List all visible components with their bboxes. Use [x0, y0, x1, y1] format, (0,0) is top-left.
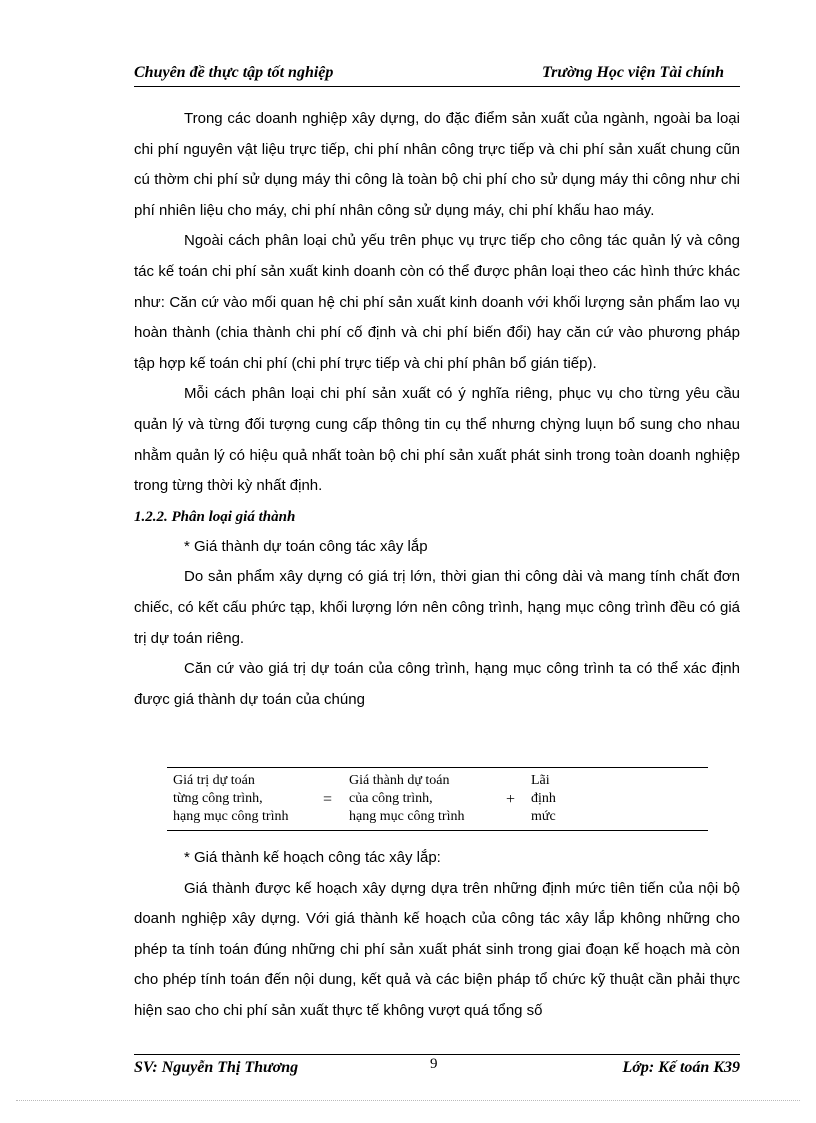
formula-term-1-line-1: Giá trị dự toán	[173, 773, 255, 788]
paragraph-6: Căn cứ vào giá trị dự toán của công trình, hạng mục công trình ta có thể xác định được giá thành dự toán của chúng	[134, 660, 740, 708]
paragraph-8: Giá thành được kế hoạch xây dựng dựa trên những định mức tiên tiến của nội bộ doanh nghiệp xây dựng. Với giá thành kế hoạch của công tác xây lắp không những cho phép ta tính toán đúng những chi phí sản xuất phát sinh trong giai đoạn kế hoạch mà còn cho phép tính toán đến nội dung, kết quả và các biện pháp tổ chức kỹ thuật cần phải thực hiện sao cho chi phí sản xuất thực tế không vượt quá tổng số	[134, 879, 740, 1019]
paragraph-3: Mỗi cách phân loại chi phí sản xuất có ý nghĩa riêng, phục vụ cho từng yêu cầu quản lý và từng đối tượng cung cấp thông tin cụ thể nhưng chỳng luụn bổ sung cho nhau nhằm quản lý có hiệu quả nhất toàn bộ chi phí sản xuất phát sinh trong toàn doanh nghiệp trong từng thời kỳ nhất định.	[134, 385, 740, 495]
formula-term-2-line-2: của công trình,	[349, 791, 433, 806]
paragraph-5: Do sản phẩm xây dựng có giá trị lớn, thời gian thi công dài và mang tính chất đơn chiếc, có kết cấu phức tạp, khối lượng lớn nên công trình, hạng mục công trình đều có giá trị dự toán riêng.	[134, 568, 740, 647]
header-title-right: Trường Học viện Tài chính	[541, 64, 724, 81]
paragraph-7: * Giá thành kế hoạch công tác xây lắp:	[184, 849, 441, 866]
paragraph-1: Trong các doanh nghiệp xây dựng, do đặc điểm sản xuất của ngành, ngoài ba loại chi phí nguyên vật liệu trực tiếp, chi phí nhân công trực tiếp và chi phí sản xuất chung cũn cú thờm chi phí sử dụng máy thi công là toàn bộ chi phí cho sử dụng máy thi công như chi phí nhiên liệu cho máy, chi phí nhân công sử dụng máy, chi phí khấu hao máy.	[134, 110, 740, 219]
footer-class: Lớp: Kế toán K39	[622, 1059, 740, 1076]
page-header	[134, 64, 740, 87]
formula-term-1-line-2: từng công trình,	[173, 791, 263, 806]
paragraph-4: * Giá thành dự toán công tác xây lắp	[184, 537, 428, 555]
formula-term-3-line-2: định	[531, 791, 556, 806]
formula-term-3-line-1: Lãi	[531, 773, 550, 788]
paragraph-2: Ngoài cách phân loại chủ yếu trên phục vụ trực tiếp cho công tác quản lý và công tác kế toán chi phí sản xuất kinh doanh còn có thể được phân loại theo các hình thức khác như: Căn cứ vào mối quan hệ chi phí sản xuất kinh doanh với khối lượng sản phẩm lao vụ hoàn thành (chia thành chi phí cố định và chi phí biến đổi) hay căn cứ vào phương pháp tập hợp kế toán chi phí (chi phí trực tiếp và chi phí phân bổ gián tiếp).	[134, 232, 740, 372]
formula-equals: =	[323, 791, 333, 808]
formula-term-2-line-3: hạng mục công trình	[349, 809, 465, 824]
document-body-continued	[134, 843, 740, 1027]
footer-student: SV: Nguyễn Thị Thương	[134, 1059, 299, 1076]
formula-term-1-line-3: hạng mục công trình	[173, 809, 289, 824]
document-body	[134, 104, 740, 715]
formula-term-3	[531, 772, 556, 826]
formula-term-1	[173, 772, 288, 826]
page-bottom-divider	[16, 1100, 800, 1101]
formula-term-2	[349, 772, 464, 826]
cost-formula	[167, 767, 708, 831]
formula-term-3-line-3: mức	[531, 809, 556, 824]
formula-term-2-line-1: Giá thành dự toán	[349, 773, 450, 788]
page-number: 9	[430, 1056, 438, 1072]
page-footer	[134, 1054, 740, 1079]
header-title-left: Chuyên đề thực tập tốt nghiệp	[134, 64, 334, 81]
section-heading: 1.2.2. Phân loại giá thành	[134, 508, 296, 525]
formula-plus: +	[506, 791, 516, 808]
